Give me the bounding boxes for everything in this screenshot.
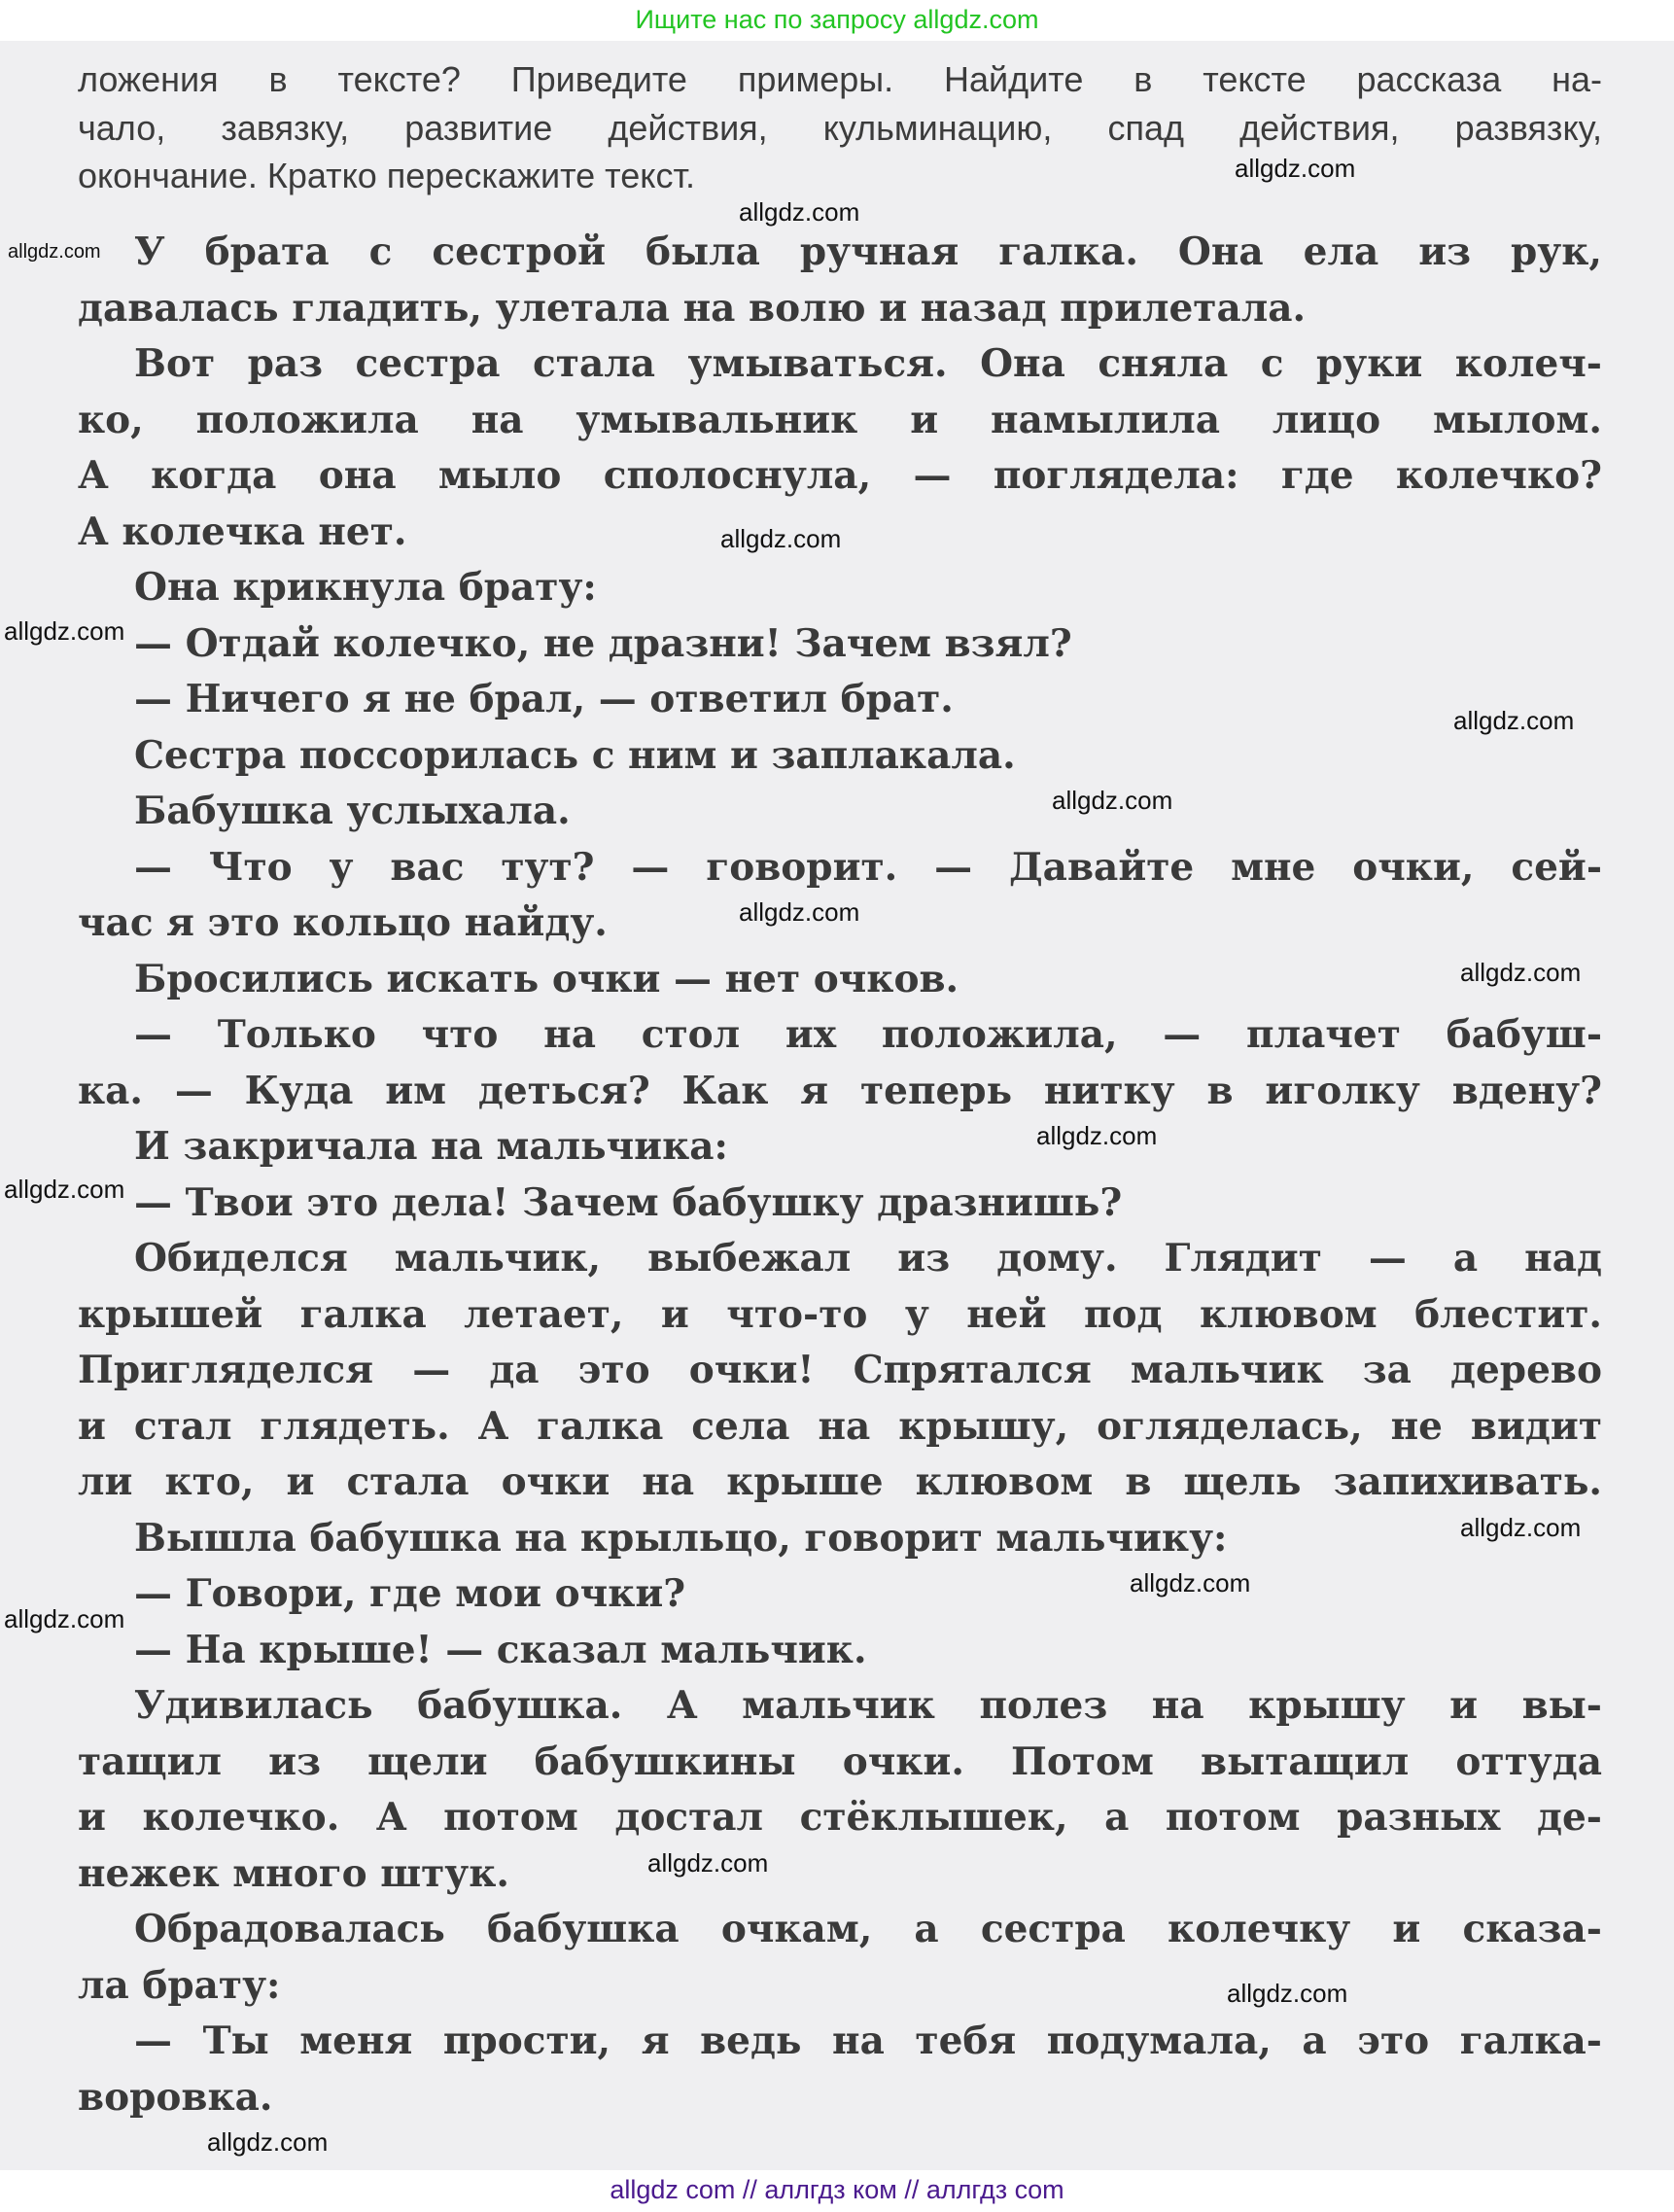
text-line: Обрадовалась бабушка очкам, а сестра колечку и сказа- — [134, 1907, 1602, 1951]
watermark: allgdz.com — [720, 524, 842, 553]
story-text — [78, 225, 1602, 2125]
watermark: allgdz.com — [1453, 706, 1575, 735]
text-line: — Ничего я не брал, — ответил брат. — [134, 677, 954, 721]
text-line: И закричала на мальчика: — [134, 1124, 728, 1169]
text-line: ко, положила на умывальник и намылила лицо мылом. — [78, 397, 1602, 442]
text-line: — На крыше! — сказал мальчик. — [134, 1627, 867, 1672]
watermark: allgdz.com — [1235, 154, 1356, 183]
watermark: allgdz.com — [207, 2127, 329, 2157]
text-line: час я это кольцо найду. — [78, 900, 608, 945]
text-line: Вот раз сестра стала умываться. Она сняла с руки колеч- — [134, 341, 1602, 386]
text-line: и колечко. А потом достал стёклышек, а потом разных де- — [78, 1795, 1602, 1840]
text-line: — Что у вас тут? — говорит. — Давайте мне очки, сей- — [134, 844, 1602, 890]
watermark: allgdz.com — [8, 241, 101, 263]
text-line: крышей галка летает, и что-то у ней под клювом блестит. — [78, 1291, 1602, 1337]
text-line: Сестра поссорилась с ним и заплакала. — [134, 732, 1016, 778]
text-line: Она крикнула брату: — [134, 565, 597, 610]
text-line: давалась гладить, улетала на волю и назад прилетала. — [78, 285, 1307, 331]
watermark: allgdz.com — [4, 1175, 125, 1204]
text-line: — Говори, где мои очки? — [134, 1571, 686, 1616]
watermark: allgdz.com — [739, 197, 860, 227]
text-line: А когда она мыло сполоснула, — поглядела: где колечко? — [78, 453, 1602, 498]
text-line: ли кто, и стала очки на крыше клювом в щель запихивать. — [78, 1459, 1602, 1504]
text-line: — Отдай колечко, не дразни! Зачем взял? — [134, 620, 1072, 666]
watermark: allgdz.com — [4, 616, 125, 646]
text-line: — Ты меня прости, я ведь на тебя подумала, а это галка- — [134, 2019, 1602, 2063]
watermark: allgdz.com — [1227, 1979, 1348, 2008]
watermark: allgdz.com — [647, 1848, 769, 1878]
watermark: allgdz.com — [1052, 786, 1173, 815]
text-line: Обиделся мальчик, выбежал из дому. Глядит — а над — [134, 1236, 1602, 1281]
text-line: Вышла бабушка на крыльцо, говорит мальчику: — [134, 1515, 1228, 1561]
watermark: allgdz.com — [1460, 958, 1582, 987]
bottom-banner-link[interactable]: allgdz com // аллгдз ком // аллгдз com — [610, 2175, 1064, 2204]
text-line: нежек много штук. — [78, 1850, 510, 1896]
text-line: Удивилась бабушка. А мальчик полез на крышу и вы- — [134, 1683, 1602, 1728]
text-line: и стал глядеть. А галка села на крышу, огляделась, не видит — [78, 1403, 1602, 1449]
watermark: allgdz.com — [4, 1604, 125, 1633]
watermark: allgdz.com — [1036, 1121, 1158, 1150]
text-line: У брата с сестрой была ручная галка. Она ела из рук, — [134, 229, 1602, 274]
text-line: тащил из щели бабушкины очки. Потом вытащил оттуда — [78, 1738, 1602, 1784]
text-line: — Твои это дела! Зачем бабушку дразнишь? — [134, 1179, 1123, 1225]
watermark: allgdz.com — [739, 897, 860, 927]
text-line: воровка. — [78, 2074, 273, 2120]
text-line: А колечка нет. — [78, 509, 407, 554]
text-line: Бабушка услыхала. — [134, 789, 571, 833]
text-line: ла брату: — [78, 1962, 281, 2008]
text-line: чало, завязку, развитие действия, кульминацию, спад действия, развязку, — [78, 107, 1602, 148]
text-line: Бросились искать очки — нет очков. — [134, 956, 959, 1001]
text-line: ка. — Куда им деться? Как я теперь нитку в иголку вдену? — [78, 1068, 1602, 1113]
assignment-text — [78, 55, 1602, 200]
top-banner-link[interactable]: Ищите нас по запросу allgdz.com — [635, 5, 1039, 34]
text-line: ложения в тексте? Приведите примеры. Найдите в тексте рассказа на- — [78, 59, 1602, 99]
watermark: allgdz.com — [1460, 1513, 1582, 1542]
watermark: allgdz.com — [1130, 1568, 1251, 1598]
text-line: — Только что на стол их положила, — плачет бабуш- — [134, 1012, 1602, 1057]
text-line: Пригляделся — да это очки! Спрятался мальчик за дерево — [78, 1348, 1602, 1392]
text-line: окончание. Кратко перескажите текст. — [78, 156, 695, 195]
